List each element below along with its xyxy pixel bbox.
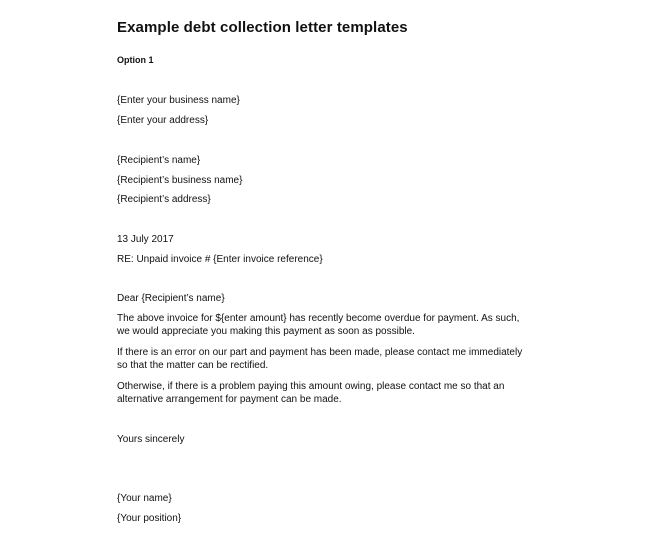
- signature-position: {Your position}: [117, 513, 182, 524]
- paragraph-line: we would appreciate you making this payment as soon as possible.: [117, 326, 415, 337]
- body-paragraph-3: [117, 380, 537, 406]
- paragraph-line: Otherwise, if there is a problem paying this amount owing, please contact me so that an: [117, 381, 505, 392]
- salutation: Dear {Recipient’s name}: [117, 293, 225, 304]
- option-label: Option 1: [117, 55, 154, 65]
- signature-name: {Your name}: [117, 493, 172, 504]
- recipient-address: {Recipient’s address}: [117, 194, 211, 205]
- recipient-name: {Recipient’s name}: [117, 155, 201, 166]
- paragraph-line: The above invoice for ${enter amount} has recently become overdue for payment. As such,: [117, 313, 520, 324]
- sender-business-name: {Enter your business name}: [117, 95, 240, 106]
- document-title: Example debt collection letter templates: [117, 19, 408, 36]
- body-paragraph-1: [117, 312, 537, 338]
- sender-address: {Enter your address}: [117, 115, 209, 126]
- paragraph-line: so that the matter can be rectified.: [117, 360, 269, 371]
- subject-line: RE: Unpaid invoice # {Enter invoice reference}: [117, 254, 323, 265]
- closing: Yours sincerely: [117, 434, 185, 445]
- paragraph-line: If there is an error on our part and payment has been made, please contact me immediately: [117, 347, 523, 358]
- letter-date: 13 July 2017: [117, 234, 174, 245]
- body-paragraph-2: [117, 346, 537, 372]
- recipient-business-name: {Recipient’s business name}: [117, 175, 243, 186]
- paragraph-line: alternative arrangement for payment can be made.: [117, 394, 342, 405]
